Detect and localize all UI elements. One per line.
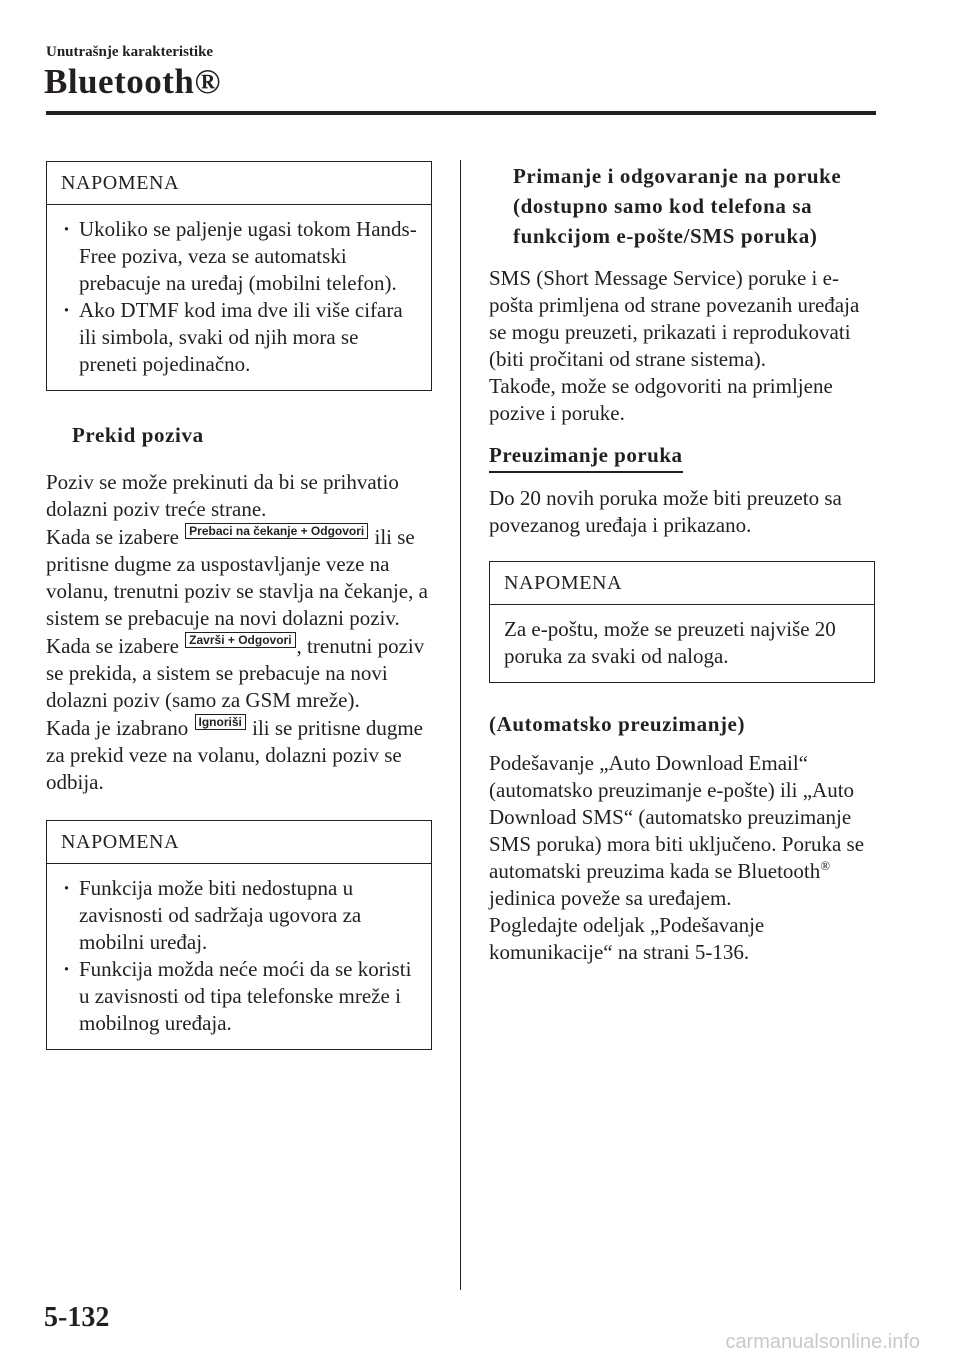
section-label: Unutrašnje karakteristike <box>46 44 214 60</box>
watermark: carmanualsonline.info <box>725 1331 920 1353</box>
section-heading: Primanje i odgovaranje na poruke (dostupno samo kod telefona sa funkcijom e-pošte/SMS poruka) <box>513 164 842 248</box>
note-item: · Ako DTMF kod ima dve ili više cifara ili simbola, svaki od njih mora se preneti pojedinačno. <box>61 297 417 378</box>
paragraph: Kada se izabere Prebaci na čekanje + Odgovori ili se pritisne dugme za uspostavljanje veze na volanu, trenutni poziv se stavlja na čekanje, a sistem se prebacuje na novi dolazni poziv. <box>46 524 428 630</box>
paragraph: Takođe, može se odgovoriti na primljene pozive i poruke. <box>489 374 833 425</box>
paragraph: Kada se izabere Završi + Odgovori , trenutni poziv se prekida, a sistem se prebacuje na novi dolazni poziv (samo za GSM mreže). <box>46 633 425 712</box>
note-label: NAPOMENA <box>490 562 874 605</box>
note-item: · Ukoliko se paljenje ugasi tokom Hands-Free poziva, veza se automatski prebacuje na uređaj (mobilni telefon). <box>61 216 417 297</box>
column-divider <box>460 160 461 1290</box>
note-label: NAPOMENA <box>47 162 431 205</box>
header-rule <box>46 111 876 115</box>
paragraph: Pogledajte odeljak „Podešavanje komunikacije“ na strani 5-136. <box>489 913 765 964</box>
subheading: Preuzimanje poruka <box>489 442 683 473</box>
page-number: 5-132 <box>44 1302 110 1333</box>
paragraph: Do 20 novih poruka može biti preuzeto sa povezanog uređaja i prikazano. <box>489 486 842 537</box>
paragraph: SMS (Short Message Service) poruke i e-pošta primljena od strane povezanih uređaja se mogu preuzeti, prikazati i reprodukovati (biti pročitani od strane sistema). <box>489 266 860 371</box>
note-box-1 <box>46 161 432 391</box>
page-title: Bluetooth® <box>44 62 221 101</box>
note-list <box>61 216 417 378</box>
paragraph: Podešavanje „Auto Download Email“ (automatsko preuzimanje e-pošte) ili „Auto Download SMS“ (automatsko preuzimanje SMS poruka) mora biti uključeno. Poruka se automatski preuzima kada se Bluetooth® jedinica poveže sa uređajem. <box>489 751 865 910</box>
subheading-wrap <box>489 442 875 473</box>
left-column <box>46 161 432 1050</box>
note-box-2 <box>46 820 432 1050</box>
note-label: NAPOMENA <box>47 821 431 864</box>
end-answer-button: Završi + Odgovori <box>185 632 295 648</box>
note-box-3 <box>489 561 875 683</box>
right-column <box>489 161 875 966</box>
ignore-button: Ignoriši <box>195 714 246 730</box>
note-item: · Funkcija može biti nedostupna u zavisnosti od sadržaja ugovora za mobilni uređaj. <box>61 875 417 956</box>
note-list <box>61 875 417 1037</box>
section-heading: Prekid poziva <box>72 423 204 447</box>
note-item: · Funkcija možda neće moći da se koristi u zavisnosti od tipa telefonske mreže i mobilnog uređaja. <box>61 956 417 1037</box>
hold-answer-button: Prebaci na čekanje + Odgovori <box>185 523 368 539</box>
auto-download-heading: (Automatsko preuzimanje) <box>489 712 746 736</box>
paragraph: Kada je izabrano Ignoriši ili se pritisne dugme za prekid veze na volanu, dolazni poziv se odbija. <box>46 715 424 794</box>
paragraph: Poziv se može prekinuti da bi se prihvatio dolazni poziv treće strane. <box>46 470 399 521</box>
note-text: Za e-poštu, može se preuzeti najviše 20 poruka za svaki od naloga. <box>504 617 836 668</box>
